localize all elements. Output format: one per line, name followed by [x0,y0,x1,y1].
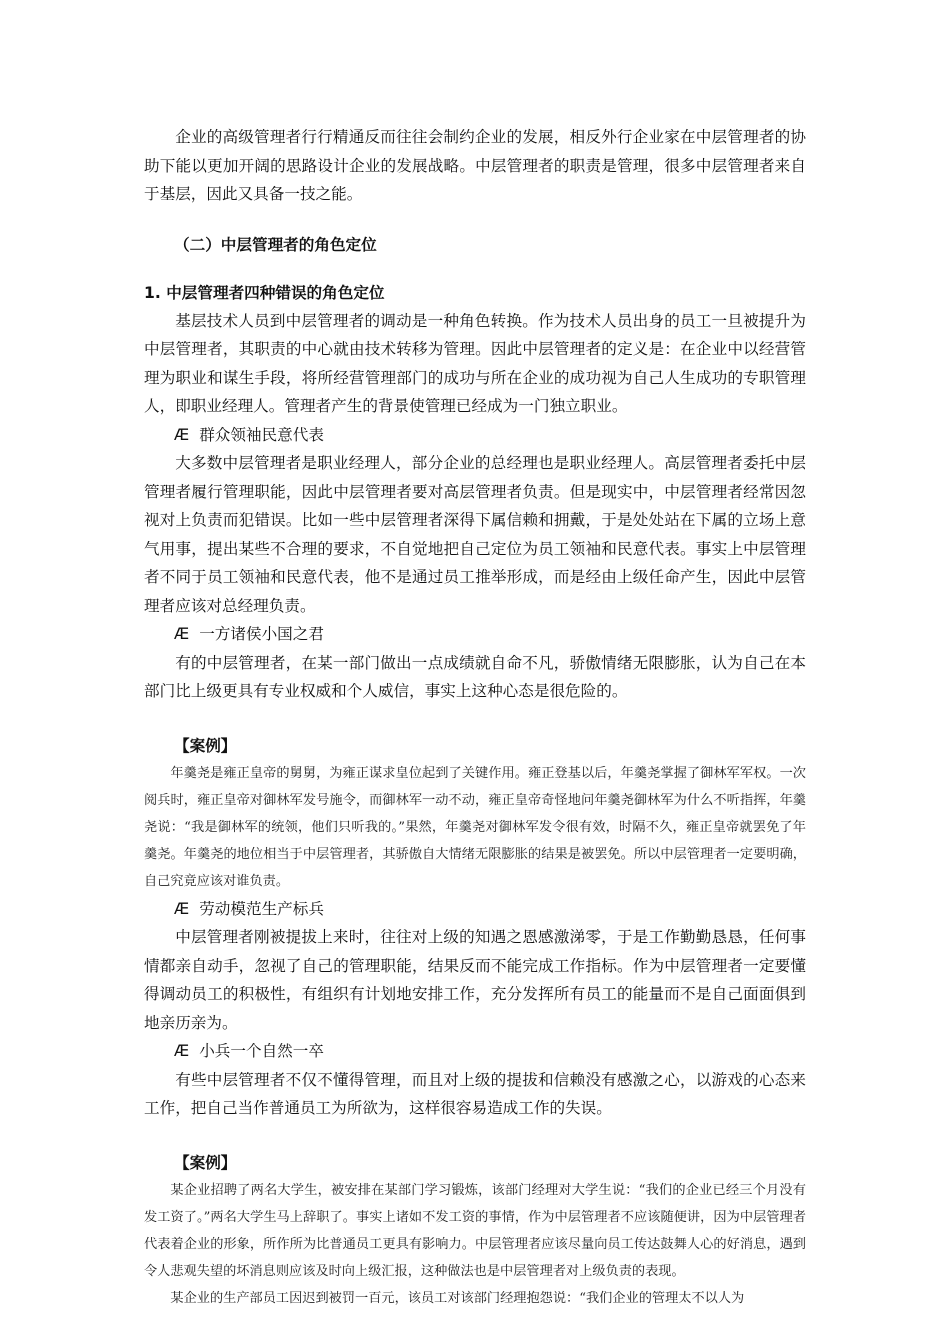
bullet-mark: Æ [174,425,190,444]
bullet-item-4-label: 小兵一个自然一卒 [199,1042,324,1060]
bullet-item-4 [144,1037,806,1066]
case-text-2: 某企业招聘了两名大学生，被安排在某部门学习锻炼，该部门经理对大学生说：“我们的企业已经三个月没有发工资了。”两名大学生马上辞职了。事实上诸如不发工资的事情，作为中层管理者不应该随便讲，因为中层管理者代表着企业的形象，所作所为比普通员工更具有影响力。中层管理者应该尽量向员工传达鼓舞人心的好消息，遇到令人悲观失望的坏消息则应该及时向上级汇报，这种做法也是中层管理者对上级负责的表现。 [144,1182,806,1279]
section-title: （二）中层管理者的角色定位 [174,235,377,254]
paragraph-soldier: 有些中层管理者不仅不懂得管理，而且对上级的提拔和信赖没有感激之心，以游戏的心态来工作，把自己当作普通员工为所欲为，这样很容易造成工作的失误。 [144,1070,806,1117]
bullet-mark: Æ [174,625,190,643]
paragraph-role-change: 基层技术人员到中层管理者的调动是一种角色转换。作为技术人员出身的员工一旦被提升为中层管理者，其职责的中心就由技术转移为管理。因此中层管理者的定义是：在企业中以经营管理为职业和谋生手段，将所经营管理部门的成功与所在企业的成功视为自己人生成功的专职管理人，即职业经理人。管理者产生的背景使管理已经成为一门独立职业。 [144,311,806,415]
paragraph-leader: 大多数中层管理者是职业经理人，部分企业的总经理也是职业经理人。高层管理者委托中层管理者履行管理职能，因此中层管理者要对高层管理者负责。但是现实中，中层管理者经常因忽视对上负责而犯错误。比如一些中层管理者深得下属信赖和拥戴，于是处处站在下属的立场上意气用事，提出某些不合理的要求，不自觉地把自己定位为员工领袖和民意代表。事实上中层管理者不同于员工领袖和民意代表，他不是通过员工推举形成，而是经由上级任命产生，因此中层管理者应该对总经理负责。 [144,454,806,615]
paragraph-lord: 有的中层管理者，在某一部门做出一点成绩就自命不凡，骄傲情绪无限膨胀，认为自己在本部门比上级更具有专业权威和个人威信，事实上这种心态是很危险的。 [144,653,806,700]
bullet-item-1 [144,421,806,450]
bullet-mark: Æ [174,1042,190,1060]
paragraph-model-worker: 中层管理者刚被提拔上来时，往往对上级的知遇之恩感激涕零，于是工作勤勤恳恳，任何事情都亲自动手，忽视了自己的管理职能，结果反而不能完成工作指标。作为中层管理者一定要懂得调动员工的积极性，有组织有计划地安排工作，充分发挥所有员工的能量而不是自己面面俱到地亲历亲为。 [144,928,806,1032]
bullet-item-3-label: 劳动模范生产标兵 [199,899,324,918]
subsection-title: 1. 中层管理者四种错误的角色定位 [144,283,385,302]
bullet-mark: Æ [174,899,190,918]
paragraph-intro: 企业的高级管理者行行精通反而往往会制约企业的发展，相反外行企业家在中层管理者的协助下能以更加开阔的思路设计企业的发展战略。中层管理者的职责是管理，很多中层管理者来自于基层，因此又具备一技之能。 [144,128,806,203]
case-text-3: 某企业的生产部员工因迟到被罚一百元，该员工对该部门经理抱怨说：“我们企业的管理太不以人为 [170,1290,745,1306]
bullet-item-1-label: 群众领袖民意代表 [199,425,324,444]
case-label-2: 【案例】 [174,1153,237,1172]
case-text-1: 年羹尧是雍正皇帝的舅舅，为雍正谋求皇位起到了关键作用。雍正登基以后，年羹尧掌握了御林军军权。一次阅兵时，雍正皇帝对御林军发号施令，而御林军一动不动，雍正皇帝奇怪地问年羹尧御林军为什么不听指挥，年羹尧说：“我是御林军的统领，他们只听我的。”果然，年羹尧对御林军发令很有效，时隔不久，雍正皇帝就罢免了年羹尧。年羹尧的地位相当于中层管理者，其骄傲自大情绪无限膨胀的结果是被罢免。所以中层管理者一定要明确，自己究竟应该对谁负责。 [144,765,806,889]
bullet-item-2 [144,620,806,649]
bullet-item-2-label: 一方诸侯小国之君 [199,625,324,643]
bullet-item-3 [144,895,806,924]
case-label-1: 【案例】 [174,736,237,755]
document-body [144,123,806,1312]
